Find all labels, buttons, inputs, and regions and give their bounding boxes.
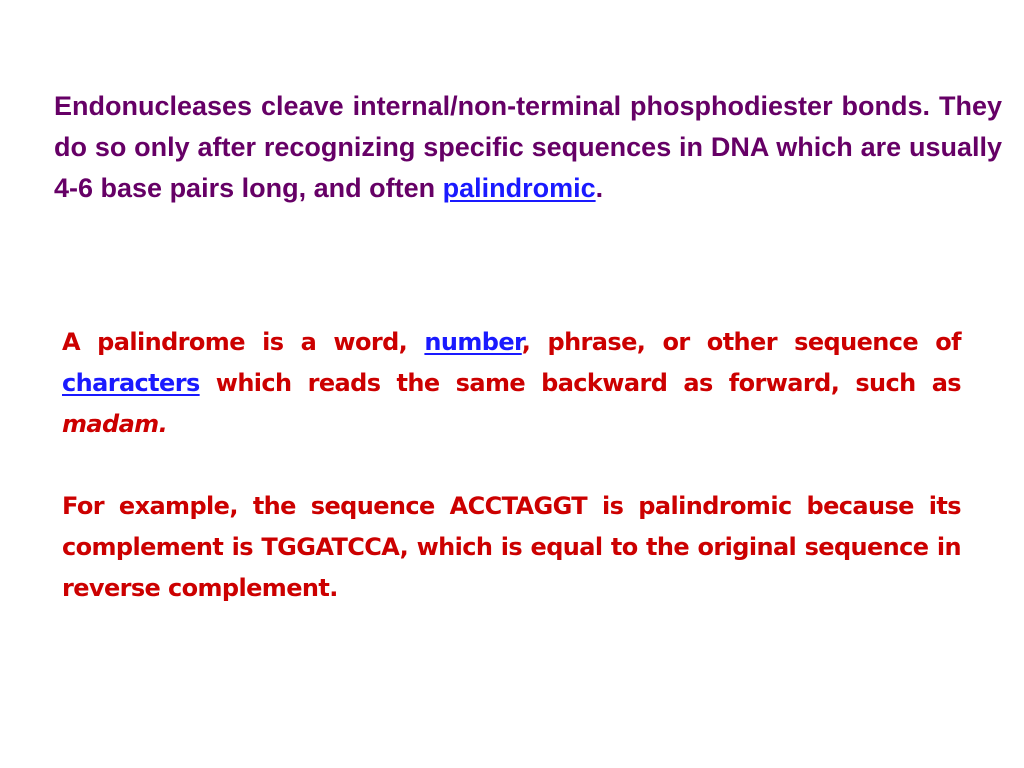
definition-text-2: , phrase, or other sequence of	[521, 328, 961, 356]
example-word: madam.	[62, 410, 168, 438]
number-link[interactable]: number	[424, 328, 522, 356]
example-paragraph: For example, the sequence ACCTAGGT is palindromic because its complement is TGGATCCA, which is equal to the original sequence in reverse complement.	[62, 492, 961, 602]
intro-period: .	[595, 173, 604, 203]
characters-link[interactable]: characters	[62, 369, 200, 397]
definition-text-1: A palindrome is a word,	[62, 328, 425, 356]
definition-text-3: which reads the same backward as forward, such as	[199, 369, 961, 397]
palindrome-definition	[62, 322, 961, 445]
intro-text: Endonucleases cleave internal/non-terminal phosphodiester bonds. They do so only after recognizing specific sequences in DNA which are usually 4-6 base pairs long, and often	[54, 91, 1002, 203]
palindromic-link[interactable]: palindromic	[442, 173, 596, 203]
intro-paragraph	[54, 86, 1002, 209]
